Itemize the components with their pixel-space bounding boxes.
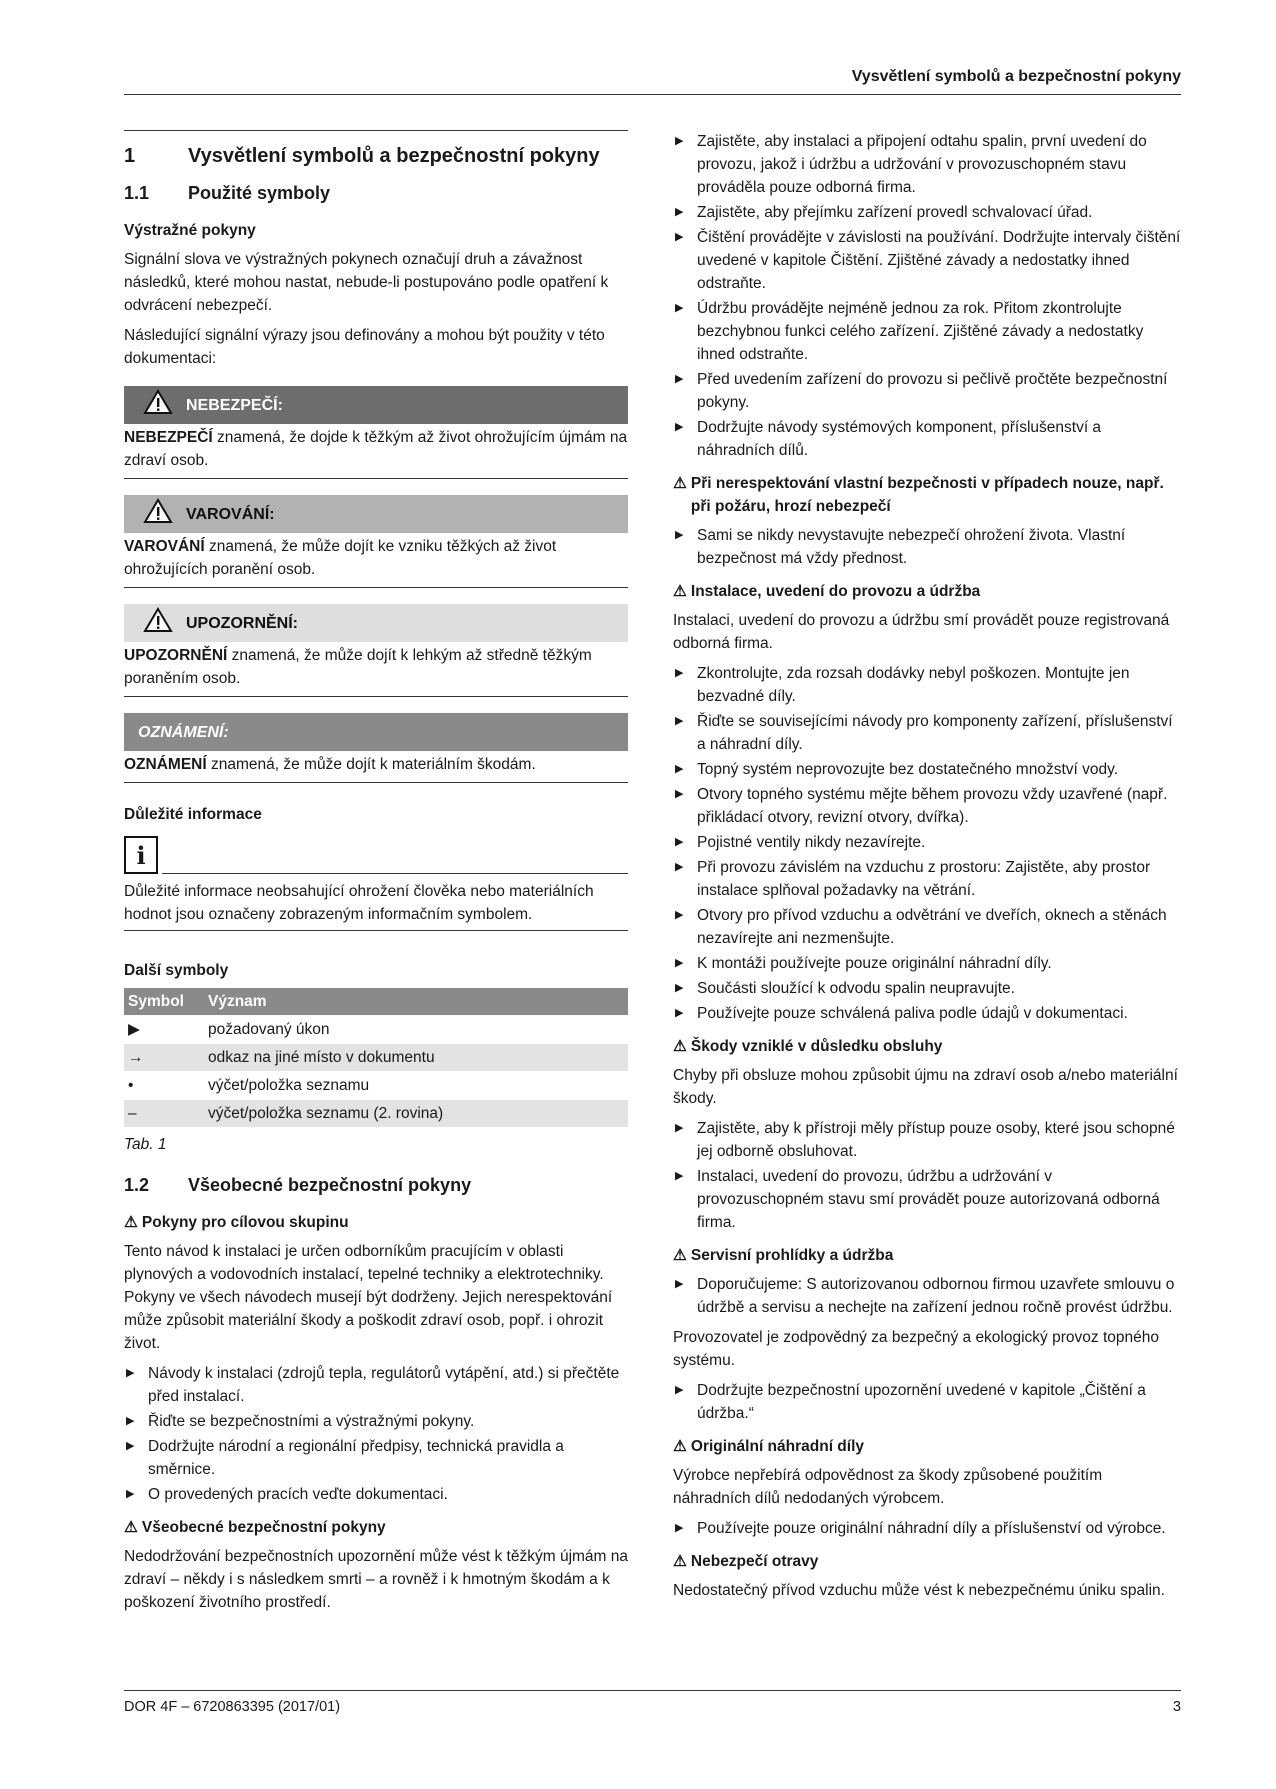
table-cell: požadovaný úkon <box>204 1016 628 1044</box>
list-item: ▶ Pojistné ventily nikdy nezavírejte. <box>673 831 1181 854</box>
warnings-heading: Výstražné pokyny <box>124 222 256 239</box>
info-box <box>124 836 628 874</box>
damage-heading: ⚠ Škody vzniklé v důsledku obsluhy <box>673 1035 1181 1058</box>
notice-text: OZNÁMENÍ znamená, že může dojít k materiálním škodám. <box>124 756 536 773</box>
service-list-2 <box>673 1379 1181 1425</box>
warning-triangle-icon: ⚠ <box>124 1519 138 1536</box>
section-title: Použité symboly <box>188 183 331 203</box>
poisoning-heading: ⚠ Nebezpečí otravy <box>673 1550 1181 1573</box>
paragraph: Signální slova ve výstražných pokynech označují druh a závažnost následků, které mohou nastat, nebude-li postupováno podle opatření k odvrácení nebezpečí. <box>124 251 609 314</box>
notice-label: OZNÁMENÍ: <box>138 723 229 741</box>
list-item: ▶ Zkontrolujte, zda rozsah dodávky nebyl poškozen. Montujte jen bezvadné díly. <box>673 662 1181 708</box>
section-number: 1.1 <box>124 183 150 203</box>
caution-bar <box>124 604 628 642</box>
warning-triangle-icon: ⚠ <box>673 475 687 492</box>
own-safety-heading: ⚠ Při nerespektování vlastní bezpečnosti v případech nouze, např. při požáru, hrozí nebezpečí <box>673 472 1181 518</box>
section-1-2-heading <box>124 1174 628 1197</box>
target-group-heading: ⚠ Pokyny pro cílovou skupinu <box>124 1211 628 1234</box>
warning-bar <box>124 495 628 533</box>
list-item: ▶ Dodržujte bezpečnostní upozornění uvedené v kapitole „Čištění a údržba.“ <box>673 1379 1181 1425</box>
list-item: ▶ Údržbu provádějte nejméně jednou za rok. Přitom zkontrolujte bezchybnou funkci celého zařízení. Zjištěné závady a nedostatky ihned odstraňte. <box>673 297 1181 366</box>
service-list-1 <box>673 1273 1181 1319</box>
important-text: Důležité informace neobsahující ohrožení člověka nebo materiálních hodnot jsou označeny zobrazeným informačním symbolem. <box>124 880 628 931</box>
warning-box <box>124 495 628 588</box>
list-item: ▶ K montáži používejte pouze originální náhradní díly. <box>673 952 1181 975</box>
table-cell: výčet/položka seznamu <box>204 1072 628 1100</box>
divider <box>162 873 628 874</box>
parts-heading: ⚠ Originální náhradní díly <box>673 1435 1181 1458</box>
table-cell: → <box>124 1044 204 1072</box>
notice-box <box>124 713 628 783</box>
general-safety-heading: ⚠ Všeobecné bezpečnostní pokyny <box>124 1516 628 1539</box>
table-caption: Tab. 1 <box>124 1136 167 1153</box>
section-number: 1 <box>124 145 136 167</box>
list-item: ▶ Topný systém neprovozujte bez dostatečného množství vody. <box>673 758 1181 781</box>
list-item: ▶ Před uvedením zařízení do provozu si pečlivě pročtěte bezpečnostní pokyny. <box>673 368 1181 414</box>
warning-triangle-icon: ⚠ <box>673 1247 687 1264</box>
warning-triangle-icon: ⚠ <box>673 1438 687 1455</box>
list-item: ▶ Sami se nikdy nevystavujte nebezpečí ohrožení života. Vlastní bezpečnost má vždy přednost. <box>673 524 1181 570</box>
warning-triangle-icon: ⚠ <box>673 1553 687 1570</box>
list-item: ▶ Dodržujte návody systémových komponent, příslušenství a náhradních dílů. <box>673 416 1181 462</box>
list-item: ▶ Řiďte se souvisejícími návody pro komponenty zařízení, příslušenství a náhradní díly. <box>673 710 1181 756</box>
warning-triangle-icon <box>138 498 178 531</box>
right-column <box>673 130 1181 1609</box>
danger-box <box>124 386 628 479</box>
list-item: ▶ Při provozu závislém na vzduchu z prostoru: Zajistěte, aby prostor instalace splňoval požadavky na větrání. <box>673 856 1181 902</box>
caution-text: UPOZORNĚNÍ znamená, že může dojít k lehkým až středně těžkým poraněním osob. <box>124 647 592 687</box>
table-cell: ▶ <box>124 1016 204 1044</box>
paragraph: Nedodržování bezpečnostních upozornění může vést k těžkým újmám na zdraví – někdy i s následkem smrti – a rovněž i k hmotným škodám a k poškození životního prostředí. <box>124 1548 629 1611</box>
danger-label: NEBEZPEČÍ: <box>186 396 283 414</box>
warning-triangle-icon: ⚠ <box>124 1214 138 1231</box>
section-1-heading <box>124 130 628 168</box>
document-id: DOR 4F – 6720863395 (2017/01) <box>124 1699 341 1715</box>
paragraph: Tento návod k instalaci je určen odborníkům pracujícím v oblasti plynových a vodovodních instalací, tepelné techniky a elektrotechniky. Pokyny ve všech návodech musejí být dodrženy. Jejich nerespektování může způsobit materiální škody a poškodit zdraví osob, popř. i ohrozit život. <box>124 1243 613 1352</box>
table-cell: odkaz na jiné místo v dokumentu <box>204 1044 628 1072</box>
parts-list <box>673 1517 1181 1540</box>
danger-bar <box>124 386 628 424</box>
caution-box <box>124 604 628 697</box>
page-footer <box>124 1690 1181 1715</box>
section-title: Všeobecné bezpečnostní pokyny <box>188 1175 472 1195</box>
section-title: Vysvětlení symbolů a bezpečnostní pokyny <box>188 145 600 167</box>
right-list-1 <box>673 130 1181 462</box>
header-title: Vysvětlení symbolů a bezpečnostní pokyny <box>851 68 1181 85</box>
section-1-1-heading <box>124 182 628 205</box>
list-item: ▶ Zajistěte, aby instalaci a připojení odtahu spalin, první uvedení do provozu, jakož i údržbu a udržování v provozuschopném stavu prováděla pouze odborná firma. <box>673 130 1181 199</box>
list-item: ▶ Zajistěte, aby přejímku zařízení provedl schvalovací úřad. <box>673 201 1181 224</box>
info-icon: i <box>124 836 158 874</box>
table-row <box>124 1100 628 1128</box>
target-group-list <box>124 1362 628 1506</box>
notice-bar <box>124 713 628 751</box>
installation-list <box>673 662 1181 1025</box>
warning-triangle-icon <box>138 607 178 640</box>
table-header-row <box>124 988 628 1016</box>
table-cell: • <box>124 1072 204 1100</box>
other-symbols-heading: Další symboly <box>124 962 229 979</box>
paragraph: Instalaci, uvedení do provozu a údržbu smí provádět pouze registrovaná odborná firma. <box>673 612 1170 652</box>
paragraph: Následující signální výrazy jsou definovány a mohou být použity v této dokumentaci: <box>124 327 605 367</box>
list-item: ▶ Zajistěte, aby k přístroji měly přístup pouze osoby, které jsou schopné jej odborně obsluhovat. <box>673 1117 1181 1163</box>
warning-triangle-icon: ⚠ <box>673 583 687 600</box>
list-item: ▶ Součásti sloužící k odvodu spalin neupravujte. <box>673 977 1181 1000</box>
table-header: Význam <box>204 988 628 1016</box>
list-item: ▶ Otvory pro přívod vzduchu a odvětrání ve dveřích, oknech a stěnách nezavírejte ani nezmenšujte. <box>673 904 1181 950</box>
caution-label: UPOZORNĚNÍ: <box>186 614 298 632</box>
list-item: ▶ Instalaci, uvedení do provozu, údržbu a udržování v provozuschopném stavu smí provádět pouze autorizovaná odborná firma. <box>673 1165 1181 1234</box>
list-item: ▶ Čištění provádějte v závislosti na používání. Dodržujte intervaly čištění uvedené v kapitole Čištění. Zjištěné závady a nedostatky ihned odstraňte. <box>673 226 1181 295</box>
list-item: ▶ Otvory topného systému mějte během provozu vždy uzavřené (např. přikládací otvory, revizní otvory, dvířka). <box>673 783 1181 829</box>
table-cell: výčet/položka seznamu (2. rovina) <box>204 1100 628 1128</box>
paragraph: Chyby při obsluze mohou způsobit újmu na zdraví osob a/nebo materiální škody. <box>673 1067 1178 1107</box>
list-item: ▶ Návody k instalaci (zdrojů tepla, regulátorů vytápění, atd.) si přečtěte před instalací. <box>124 1362 628 1408</box>
list-item: ▶ Dodržujte národní a regionální předpisy, technická pravidla a směrnice. <box>124 1435 628 1481</box>
warning-triangle-icon <box>138 389 178 422</box>
page-number: 3 <box>1172 1699 1181 1715</box>
list-item: ▶ Používejte pouze originální náhradní díly a příslušenství od výrobce. <box>673 1517 1181 1540</box>
table-row <box>124 1016 628 1044</box>
important-heading: Důležité informace <box>124 806 262 823</box>
own-safety-list <box>673 524 1181 570</box>
installation-heading: ⚠ Instalace, uvedení do provozu a údržba <box>673 580 1181 603</box>
table-row <box>124 1072 628 1100</box>
table-cell: – <box>124 1100 204 1128</box>
warning-triangle-icon: ⚠ <box>673 1038 687 1055</box>
page-header <box>124 64 1181 95</box>
paragraph: Provozovatel je zodpovědný za bezpečný a ekologický provoz topného systému. <box>673 1329 1159 1369</box>
table-header: Symbol <box>124 988 204 1016</box>
paragraph: Nedostatečný přívod vzduchu může vést k nebezpečnému úniku spalin. <box>673 1582 1165 1599</box>
list-item: ▶ Používejte pouze schválená paliva podle údajů v dokumentaci. <box>673 1002 1181 1025</box>
left-column <box>124 130 628 1621</box>
list-item: ▶ Doporučujeme: S autorizovanou odbornou firmou uzavřete smlouvu o údržbě a servisu a nechejte na zařízení jednou ročně provést údržbu. <box>673 1273 1181 1319</box>
table-row <box>124 1044 628 1072</box>
list-item: ▶ O provedených pracích veďte dokumentaci. <box>124 1483 628 1506</box>
paragraph: Výrobce nepřebírá odpovědnost za škody způsobené použitím náhradních dílů nedodaných výrobcem. <box>673 1467 1103 1507</box>
list-item: ▶ Řiďte se bezpečnostními a výstražnými pokyny. <box>124 1410 628 1433</box>
warning-text: VAROVÁNÍ znamená, že může dojít ke vzniku těžkých až život ohrožujících poranění osob. <box>124 538 557 578</box>
damage-list <box>673 1117 1181 1234</box>
symbols-table <box>124 988 628 1127</box>
warning-label: VAROVÁNÍ: <box>186 505 275 523</box>
section-number: 1.2 <box>124 1175 150 1195</box>
service-heading: ⚠ Servisní prohlídky a údržba <box>673 1244 1181 1267</box>
danger-text: NEBEZPEČÍ znamená, že dojde k těžkým až život ohrožujícím újmám na zdraví osob. <box>124 429 628 469</box>
